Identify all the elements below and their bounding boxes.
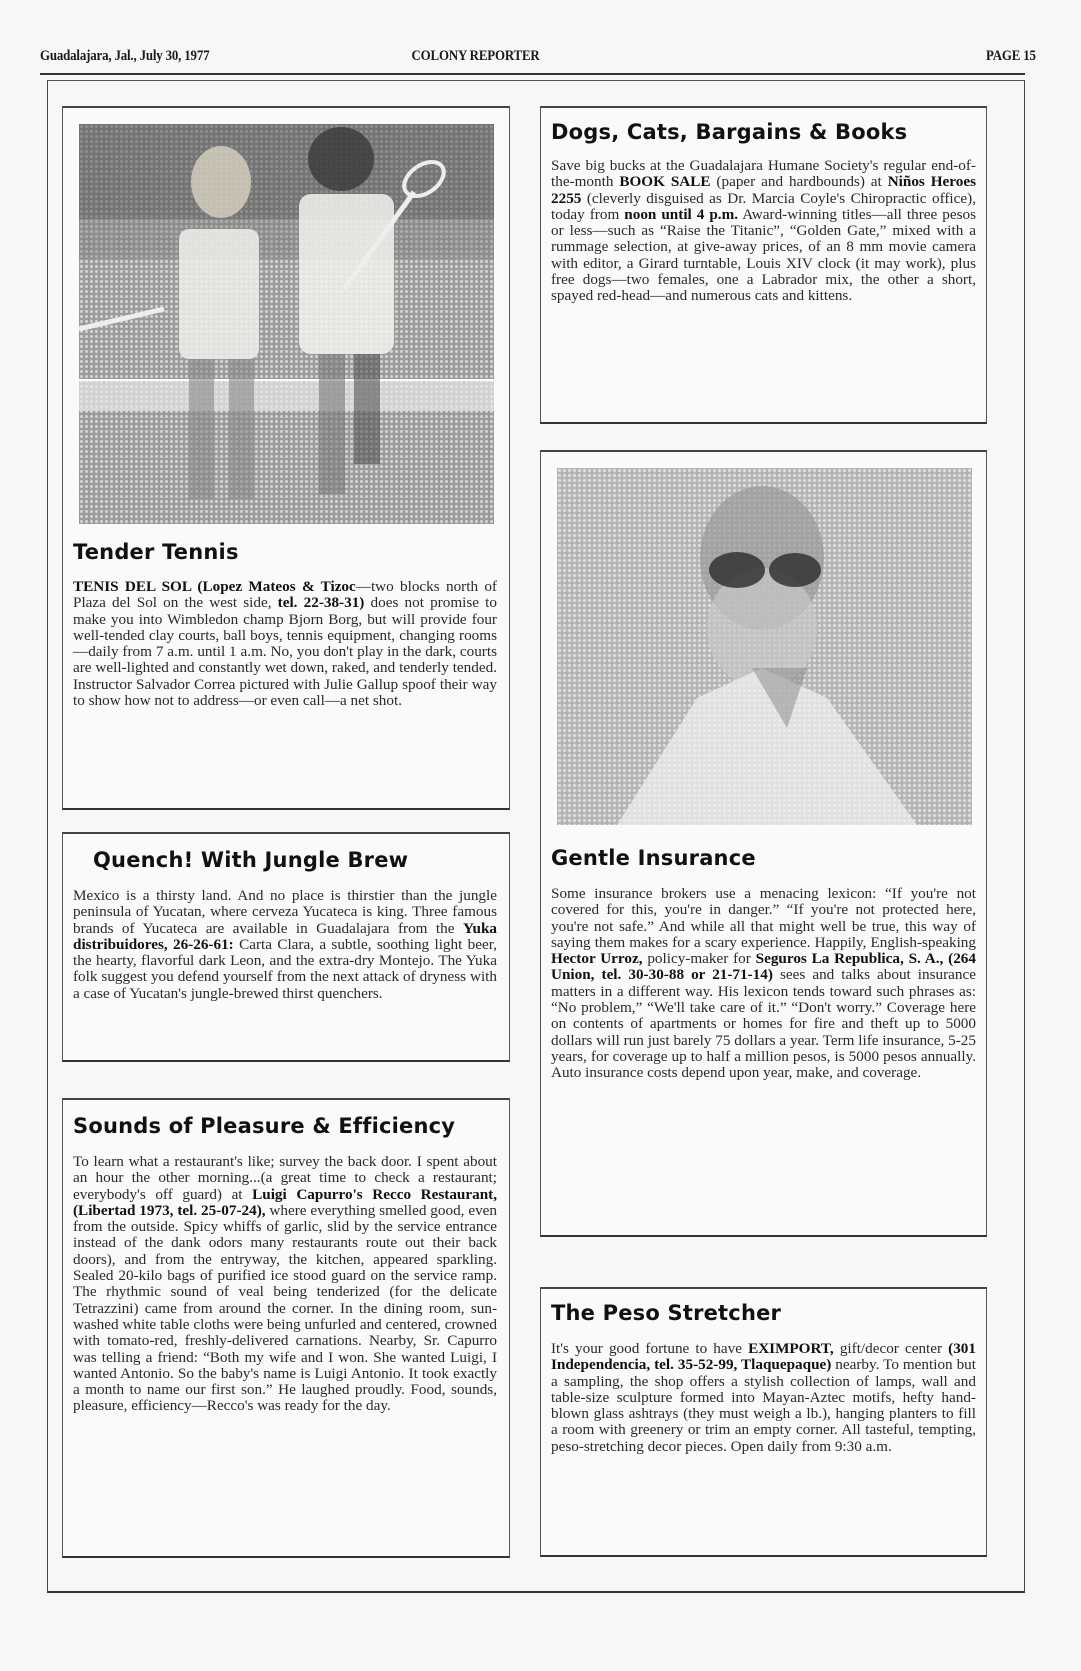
text-span: Save big bucks at the Guadalajara Humane Society's regular end-of-the-month: [551, 157, 976, 191]
text-span: Carta Clara, a subtle, soothing light beer, the hearty, flavorful dark Leon, and the extra-dry Montejo. The Yuka folk suggest you defend yourself from the next attack of dryness with a case of Yucatan's jungle-brewed thirst quenchers.: [73, 935, 497, 1002]
man-with-sunglasses-photo: [557, 468, 972, 825]
dateline: Guadalajara, Jal., July 30, 1977: [40, 48, 210, 64]
bold-address: Niños Heroes 2255: [551, 173, 977, 207]
body-tennis: [73, 579, 497, 709]
text-span: does not promise to make you into Wimbledon champ Bjorn Borg, but will provide four well-tended clay courts, ball boys, tennis equipment, changing rooms—daily from 7 a.m. until 1 a.m. No, you don't play in the dark, courts are well-lighted and constantly wet down, raked, and tenderly tended. Instructor Salvador Correa pictured with Julie Gallup spoof their way to show how not to address—or even call—a net shot.: [73, 594, 497, 710]
text-span: sees and talks about insurance matters in a different way. His lexicon tends toward such phrases as: “No problem,” “We'll take care of it.” “Don't worry.” Coverage here on contents of apartments or homes for fire and theft up to 5000 dollars will run just barely 75 dollars a year. Term life insurance, 5-25 years, for coverage up to half a million pesos, is 5000 pesos annually. Auto insurance costs depend upon year, make, and coverage.: [551, 966, 976, 1082]
bold-tennis-lead: TENIS DEL SOL (Lopez Mateos & Tizoc: [73, 578, 356, 595]
body-peso: [551, 1341, 976, 1455]
tennis-photo-shapes: [79, 124, 494, 524]
article-quench: [62, 832, 510, 1062]
text-span: Some insurance brokers use a menacing lexicon: “If you're not covered for this, you're in danger.” “If you're not protected here, you're not safe.” And while all that might well be true, this way of saying them makes for a scary experience. Happily, English-speaking: [551, 885, 976, 951]
masthead: [40, 44, 1036, 70]
headline-restaurant: Sounds of Pleasure & Efficiency: [73, 1114, 456, 1138]
text-span: (paper and hardbounds) at: [710, 173, 888, 191]
bold-store-address: (301 Independencia, tel. 35-52-99, Tlaquepaque): [551, 1340, 976, 1374]
portrait-box: [540, 450, 987, 840]
article-peso: [540, 1287, 987, 1557]
text-span: gift/decor center: [833, 1340, 949, 1357]
article-books: [540, 106, 987, 424]
tennis-players-photo: [79, 124, 494, 524]
bold-tennis-phone: tel. 22-38-31): [277, 594, 365, 612]
page-number: PAGE 15: [986, 48, 1036, 64]
bold-store-name: EXIMPORT,: [748, 1340, 834, 1357]
body-quench: [73, 888, 497, 1002]
publication-name: COLONY REPORTER: [411, 48, 540, 64]
text-span: —two blocks north of Plaza del Sol on the west side,: [73, 578, 497, 612]
text-span: Award-winning titles—all three pesos or less—such as “Raise the Titanic”, “Golden Gate,” mixed with a rummage selection, at give-away prices, of an 8 mm movie camera with editor, a Girard turntable, Louis XIV clock (it may work), plus free dogs—two females, one a Labrador mix, the other a short, spayed red-head—and numerous cats and kittens.: [551, 205, 977, 305]
body-books: [551, 158, 976, 305]
article-tennis: [62, 106, 510, 810]
text-span: nearby. To mention but a sampling, the shop offers a stylish collection of lamps, wall and table-size sculpture formed into Mayan-Aztec motifs, hefty hand-blown glass ashtrays (they must weigh a lb.), hanging planters to fill a room with greenery or trim an empty corner. All tasteful, tempting, peso-stretching decor pieces. Open daily from 9:30 a.m.: [551, 1356, 976, 1455]
text-span: It's your good fortune to have: [551, 1340, 749, 1357]
portrait-photo-shapes: [557, 468, 972, 825]
body-insurance: [551, 886, 976, 1082]
text-span: To learn what a restaurant's like; survey the back door. I spent about an hour the other morning...(a great time to check a restaurant; everybody's off guard) at: [73, 1153, 497, 1203]
bold-hours: noon until 4 p.m.: [624, 205, 739, 223]
text-span: policy-maker for: [642, 950, 756, 968]
bold-company-address: Seguros La Republica, S. A., (264 Union, tel. 30-30-88 or 21-71-14): [551, 950, 976, 984]
headline-peso: The Peso Stretcher: [551, 1301, 782, 1325]
body-restaurant: [73, 1154, 497, 1415]
text-span: where everything smelled good, even from the outside. Spicy whiffs of garlic, slid by the service entrance instead of the dank odors many restaurants route out their back doors), and from the entryway, the kitchen, appeared sparkling. Sealed 20-kilo bags of purified ice stood guard on the service ramp. The rhythmic sound of veal being tenderized (for the delicate Tetrazzini) came from around the corner. In the dining room, sun-washed white table cloths were being unfurled and centered, crowned with tomato-red, freshly-delivered carnations. Nearby, Sr. Capurro was telling a friend: “Both my wife and I won. She wanted Luigi, I wanted Antonio. So the baby's name is Luigi Antonio. It took exactly a month to name our first son.” He laughed proudly. Food, sounds, pleasure, efficiency—Recco's was ready for the day.: [73, 1201, 497, 1415]
headline-insurance: Gentle Insurance: [551, 846, 756, 870]
bold-restaurant-address: Luigi Capurro's Recco Restaurant, (Libertad 1973, tel. 25-07-24),: [73, 1185, 498, 1219]
article-insurance: [540, 832, 987, 1237]
article-restaurant: [62, 1098, 510, 1558]
headline-quench: Quench! With Jungle Brew: [93, 848, 409, 872]
headline-books: Dogs, Cats, Bargains & Books: [551, 120, 908, 144]
bold-broker-name: Hector Urroz,: [551, 950, 643, 968]
text-span: (cleverly disguised as Dr. Marcia Coyle's Chiropractic office), today from: [551, 189, 976, 223]
text-span: Mexico is a thirsty land. And no place is thirstier than the jungle peninsula of Yucatan, where cerveza Yucateca is king. Three famous brands of Yucateca are available in Guadalajara from the: [73, 887, 497, 937]
bold-book-sale: BOOK SALE: [619, 173, 711, 191]
bold-distributor: Yuka distribuidores, 26-26-61:: [73, 919, 497, 953]
headline-tennis: Tender Tennis: [73, 540, 239, 564]
masthead-rule: [40, 73, 1025, 75]
